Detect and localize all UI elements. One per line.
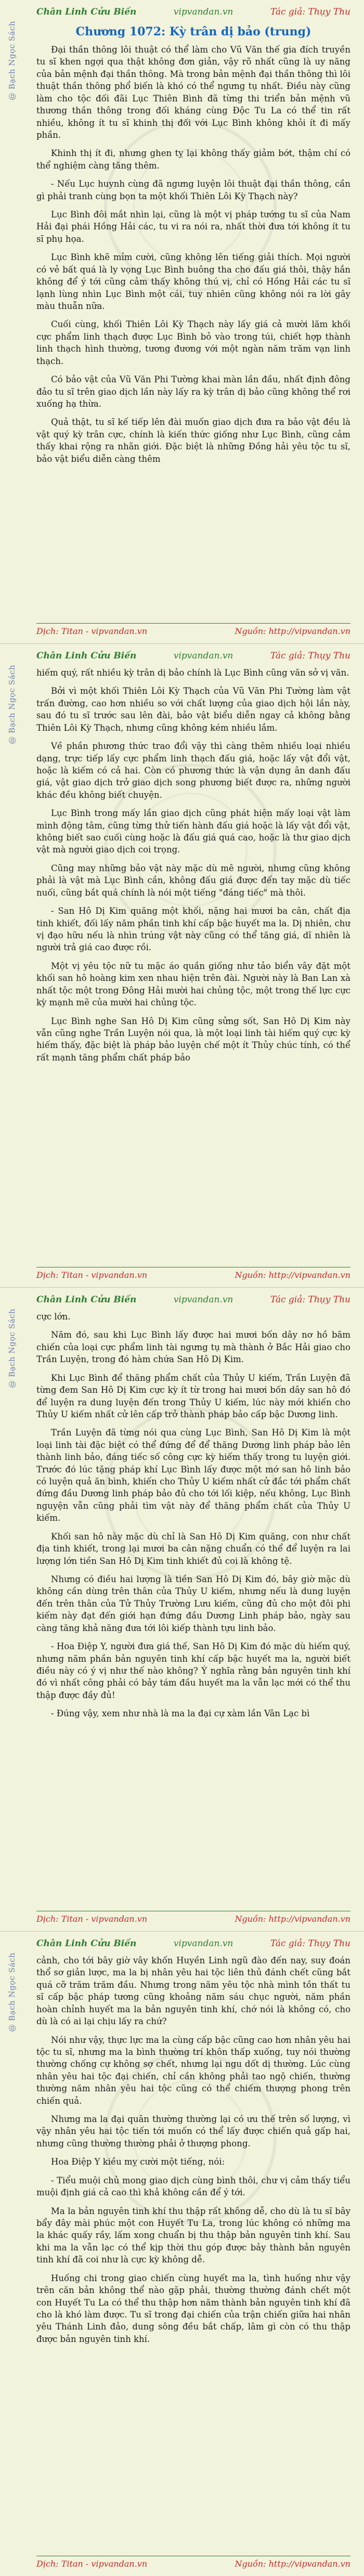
translator-credit: Dịch: Titan - vipvandan.vn bbox=[36, 1913, 148, 1924]
book-title: Chân Linh Cửu Biến bbox=[36, 1295, 137, 1305]
paragraph: Một vị yêu tộc nữ tu mặc áo quần giống như tảo biển vây đặt một khối san hô hoàng kim xen nhau hiện trên đài. Người này là Ban Lan xà nhất tộc một trong Đông Hải mười hai chủng tộc, một trong thế lực cực kỳ mạnh mẽ của mười hai chủng tộc. bbox=[36, 961, 350, 1008]
page-1 bbox=[0, 0, 364, 644]
paragraph: Trần Luyện đã từng nói qua cùng Lục Bình, San Hô Dị Kim là một loại linh tài đặc biệt có thể đứng để để thăng Dương linh pháp bảo lên thành linh bảo, đáng tiếc số công cực kỳ hiếm thấy trong tu luyện giới. Trước đó lúc tặng pháp khí Lục Bình lấy được một mớ san hô linh bảo có luyện quả ăn bình, khiến cho Thủy U kiếm nhất cử đắc tới phẩm chất đứng đầu Dương linh pháp bảo đủ cho tới lối kiệp, nếu không, Lục Bình nguyện vẫn cũng phải tìm vật này để thăng phẩm chất của Thủy U kiếm. bbox=[36, 1428, 350, 1523]
translator-credit: Dịch: Titan - vipvandan.vn bbox=[36, 2558, 148, 2569]
paragraph: Khinh thị ít đi, nhưng ghen tỵ lại không thấy giảm bớt, thậm chí có thể nghiệm càng tăng thêm. bbox=[36, 148, 350, 171]
page-header bbox=[36, 648, 350, 664]
source-link[interactable]: Nguồn: http://vipvandan.vn bbox=[235, 2558, 350, 2569]
book-title: Chân Linh Cửu Biến bbox=[36, 7, 137, 17]
side-brand: @ Bạch Ngọc Sách bbox=[7, 1952, 17, 2032]
page-content bbox=[36, 1954, 350, 2553]
page-content bbox=[36, 1311, 350, 1908]
paragraph: Về phần phương thức trao đổi vậy thì càng thêm nhiều loại nhiều dạng, trực tiếp lấy cực phẩm linh thạch đấu giá, hoặc lấy vật đổi vật, hoặc là kiếm có cả hai. Còn có phương thức là vận dụng ân danh đấu giá, vật giao dịch trở giao dịch song phương biết được ra, những người khác đều không biết chuyện. bbox=[36, 741, 350, 800]
paragraph: Khi Lục Bình để thăng phẩm chất của Thủy U kiếm, Trần Luyện đã từng đem San Hô Dị Kim cực kỳ ít từ trong hai mươi bốn dây san hô đó để luyện ra dung luyện đến trong Thủy U kiếm, lúc này mới khiến cho Thủy U kiếm nhất cử lên cấp trở thành pháp bảo cấp bậc Dương linh. bbox=[36, 1373, 350, 1419]
book-title: Chân Linh Cửu Biến bbox=[36, 1938, 137, 1949]
paragraph: - Đúng vậy, xem như nhà là ma la đại cự xàm lần Vân Lạc bì bbox=[51, 1708, 310, 1719]
paragraph: Lục Bình nghe San Hô Dị Kim cũng sửng sốt, San Hô Dị Kim này vẫn cũng nghe Trần Luyện nói qua, là một loại linh tài hiếm quý cực kỳ hiếm thấy, đặc biệt là pháp bảo luyện chế một ít Thủy chúc tính, có thể rất mạnh tăng phẩm chất pháp bảo bbox=[36, 1016, 350, 1063]
paragraph: Cũng may những bảo vật này mặc dù mê người, nhưng cũng không phải là vật mà Lục Bình cần, không đấu giá được đến tay mặc dù tiếc nuối, cũng bắt quá chính là nói một tiếng "đáng tiếc" mà thôi. bbox=[36, 863, 350, 898]
site-name: vipvandan.vn bbox=[173, 651, 233, 661]
side-brand: @ Bạch Ngọc Sách bbox=[7, 1309, 17, 1388]
page-header bbox=[36, 1292, 350, 1308]
page-content bbox=[36, 23, 350, 620]
page-footer bbox=[36, 2556, 350, 2571]
chapter-title: Chương 1072: Kỳ trân dị bảo (trung) bbox=[75, 25, 311, 38]
translator-credit: Dịch: Titan - vipvandan.vn bbox=[36, 626, 148, 636]
page-3 bbox=[0, 1288, 364, 1932]
paragraph: - Nếu Lục huynh cùng đã ngưng luyện lôi thuật đại thần thông, cần gì phải tranh cùng bọn ta một khối Thiên Lôi Kỳ Thạch này? bbox=[36, 179, 350, 201]
author-label: Tác giả: Thụy Thu bbox=[270, 7, 350, 17]
page-2 bbox=[0, 644, 364, 1288]
paragraph: Ma la bản nguyên tinh khí thu thập rất không dễ, cho dù là tu sĩ bây bẩy đây mài phúc một con Huyết Tu La, trong lúc không có những ma la khác quấy rầy, lấm xong chuẩn bị thu thập bản nguyên tinh khí. Sau khi ma la vẫn lạc có thể kịp thời thu góp được bảy thành bản nguyên tinh khí đã coi như là cực kỳ không dễ. bbox=[36, 2206, 350, 2265]
page-header bbox=[36, 4, 350, 20]
translator-credit: Dịch: Titan - vipvandan.vn bbox=[36, 1270, 148, 1280]
side-brand: @ Bạch Ngọc Sách bbox=[7, 665, 17, 744]
paragraph: Lục Bình đôi mắt nhìn lại, cũng là một vị pháp tướng tu sĩ của Nam Hải đại phái Hồng Hải các, tu vi ra nói ra, nhất thời đưa tới không ít tu sĩ phụ họa. bbox=[36, 210, 350, 244]
source-link[interactable]: Nguồn: http://vipvandan.vn bbox=[235, 1913, 350, 1924]
page-footer bbox=[36, 1911, 350, 1926]
paragraph: Lục Bình trong mấy lần giao dịch cũng phát hiện mấy loại vật làm mình động tâm, cũng từng thử tiến hành đấu giá hoặc là lấy vật đổi vật, không biết sao cuối cùng hoặc là đấu giá quá cao, hoặc là thư giao dịch vật mà người giao dịch coi trọng. bbox=[36, 808, 350, 855]
paragraph: Lục Bình khẽ mỉm cười, cũng không lên tiếng giải thích. Mọi người có vẻ bất quá là ly vọng Lục Bình buông tha cho đấu giá thôi, thậy hắn không để ý tới cũng cảm thấy không thú vị, chỉ có Hồng Hải các tu sĩ lạnh lùng nhìn Lục Bình một cái, tuy nhiên cũng không nói ra lời gây màu thuẫn nữa. bbox=[36, 252, 350, 312]
page-content bbox=[36, 667, 350, 1264]
site-name: vipvandan.vn bbox=[173, 7, 233, 17]
paragraph: Cuối cùng, khối Thiên Lôi Kỳ Thạch này lấy giá cả mười lăm khối cực phẩm linh thạch được Lục Bình bỏ vào trong túi, chiết hợp thành linh thạch hình thường, tương đương với một ngàn năm trăm vạn linh thạch. bbox=[36, 319, 350, 366]
source-link[interactable]: Nguồn: http://vipvandan.vn bbox=[235, 1270, 350, 1280]
site-name: vipvandan.vn bbox=[173, 1938, 233, 1949]
paragraph: cực lớn. bbox=[36, 1312, 71, 1322]
paragraph: Bởi vì một khối Thiên Lôi Kỳ Thạch của Vũ Văn Phi Tường làm vật trấn đường, cao hơn nhiều so với chất lượng của giao dịch hội lần này, sau đó tu sĩ trước sau lên đài, bảo vật biểu diễn ngay cả không bằng Thiên Lôi Kỳ Thạch, nhưng cũng không kém nhiều lắm. bbox=[36, 686, 350, 733]
paragraph: Nhưng ma la đại quân thường thường lại có ưu thế trên số lượng, vì vậy nhân yêu hai tộc tiến tới muốn có thể lấy được chiến quả gấp hai, nhưng cũng thường thường phải ở thượng phong. bbox=[36, 2114, 350, 2148]
paragraph: Huống chi trong giao chiến cùng huyết ma la, tình huống như vậy trên căn bản không thể nào gặp phải, thường thường đánh chết một con Huyết Tu La có thể thu thập hơn năm thành bản nguyên tinh khí đã cho là khó làm được. Tu sĩ trong đại chiến của trận chiến giữa hai nhân yêu Thánh Linh đảo, dung sông đều bắt chấp, lâm gì còn có thu thập được bản nguyên tinh khí. bbox=[36, 2273, 350, 2344]
paragraph: Năm đó, sau khi Lục Bình lấy được hai mươi bốn dây nơ hồ băm chiến của loại cực phẩm linh tài ngưng tụ mà thành ở Bắc Hải giao cho Trần Luyện, trong đó hàm chứa San Hô Dị Kim. bbox=[36, 1330, 350, 1365]
author-label: Tác giả: Thụy Thu bbox=[270, 1295, 350, 1305]
author-label: Tác giả: Thụy Thu bbox=[270, 651, 350, 661]
paragraph: Quả thật, tu sĩ kế tiếp lên đài muốn giao dịch đưa ra bảo vật đều là vật quý kỳ trân cực, chính là kiến thức giống như Lục Bình, cũng cảm thấy khai rộng ra nhãn giới. Đặc biệt là những Đồng hải yêu tộc tu sĩ, bảo vật biểu diễn càng thêm bbox=[36, 417, 350, 464]
paragraph: Đại thần thông lôi thuật có thể làm cho Vũ Văn thế gia đích truyền tu sĩ khen ngợi qua thật không đơn giản, vậy rõ nhất cũng là uy năng của bản mệnh đại thần thông. Mà trong bản mệnh đại thần thông thì lôi thuật thần thông phổ biến là khó có thể ngưng tụ nhất. Điều này cũng làm cho tộc đối đãi Lục Thiên Bình đã từng thi triển bản mệnh vũ thương thần thông trong đối kháng cùng Độc Tu La có thể tin rất nhiều, không ít tu sĩ khinh thị đối với Lục Bình không khỏi ít đi mấy phần. bbox=[36, 45, 350, 140]
page-header bbox=[36, 1936, 350, 1951]
paragraph: Hoa Điệp Y kiều mỵ cười một tiếng, nói: bbox=[51, 2157, 225, 2167]
paragraph: cảnh, cho tới bây giờ vây khốn Huyền Linh ngũ đào đến nay, suy đoán thổ sơ giản lược, ma la bị nhân yêu hai tộc liên thủ đánh chết cũng bắt quá cỡ trăm trăm đầu. Nhưng trong năm yêu tộc nhà mình tồn thất tu sĩ cấp bậc pháp tương cũng khoảng năm sáu chục người, năm phần hoàn chỉnh huyết ma la bản nguyên tinh khí, chớ nói là không có, cho dù là có ai lại chịu lấy ra chứ? bbox=[36, 1956, 350, 2027]
paragraph: Khối san hô này mặc dù chỉ là San Hô Dị Kim quăng, con như chất địa tinh khiết, trong lại mươi ba cân nặng chuẩn có thể để luyện ra lai lượng lớn tiền San Hô Dị Kim tinh khiết đủ coi là không tệ. bbox=[36, 1531, 350, 1566]
paragraph: - Tiểu muội chủ mong giao dịch cùng bình thôi, chư vị cảm thấy tiểu muội định giá cả cao thì khả không cần để ý tới. bbox=[36, 2175, 350, 2198]
paragraph: Có bảo vật của Vũ Văn Phi Tường khai màn lần đầu, nhất định đông đảo tu sĩ trên giao dịch lần này lấy ra kỳ trân dị bảo cũng không thể rơi xuống hạ thừa. bbox=[36, 374, 350, 409]
source-link[interactable]: Nguồn: http://vipvandan.vn bbox=[235, 626, 350, 636]
paragraph: - Hoa Điệp Y, người đưa giá thế, San Hô Dị Kim đó mặc dù hiếm quý, nhưng năm phần bản nguyên tinh khí cấp bậc huyết ma la, người biết điều này có ý vị như thế nào không? Ý nghĩa rằng bản nguyên tinh khí đó vì nhất công phải có bảy tám đầu huyết ma la vẫn lạc mới có thể thu thập được đầy đủ! bbox=[36, 1641, 350, 1700]
page-4 bbox=[0, 1932, 364, 2576]
page-footer bbox=[36, 1267, 350, 1282]
paragraph: - San Hô Dị Kim quăng một khối, nặng hai mươi ba cân, chất địa tinh khiết, đối lấy năm phần tinh khí cấp bậc huyết ma la. Dị nhiên, chư vị đạo hữu nếu là nhìn trúng vật này cũng có thể tăng giá, dĩ nhiên là người trả giá cao được rồi. bbox=[36, 906, 350, 953]
author-label: Tác giả: Thụy Thu bbox=[270, 1938, 350, 1949]
paragraph: Nhưng có điều hai lượng là tiền San Hô Dị Kim đó, bây giờ mặc dù không cần dùng trên thân của Thủy U kiếm, nhưng nếu là dung luyện đến trên thân của Tử Thủy Trường Lưu kiếm, cũng đủ cho một đôi phi kiếm này đạt đến giới hạn đứng đầu Dương Linh pháp bảo, ngày sau càng tăng khả năng đưa tới lôi kiếp thành tựu linh bảo. bbox=[36, 1574, 350, 1633]
paragraph: Nói như vậy, thực lực ma la cùng cấp bậc cũng cao hơn nhân yêu hai tộc tu sĩ, nhưng ma la bình thường trí khôn thấp xuống, tuy nói thường thường chống cự không sợ chết, nhưng lại ngu dốt dị thường. Lúc cùng nhân yêu hai tộc đại chiến, chỉ cần không phải tao ngộ chiến, thường thường năm nhân yêu hai tộc cũng có thể chiếm thượng phong trên chiến quả. bbox=[36, 2035, 350, 2106]
paragraph: hiếm quý, rất nhiều kỳ trân dị bảo chính là Lục Bình cũng văn sở vị văn. bbox=[36, 668, 349, 678]
site-name: vipvandan.vn bbox=[173, 1295, 233, 1305]
book-title: Chân Linh Cửu Biến bbox=[36, 651, 137, 661]
side-brand: @ Bạch Ngọc Sách bbox=[7, 21, 17, 100]
page-footer bbox=[36, 623, 350, 638]
